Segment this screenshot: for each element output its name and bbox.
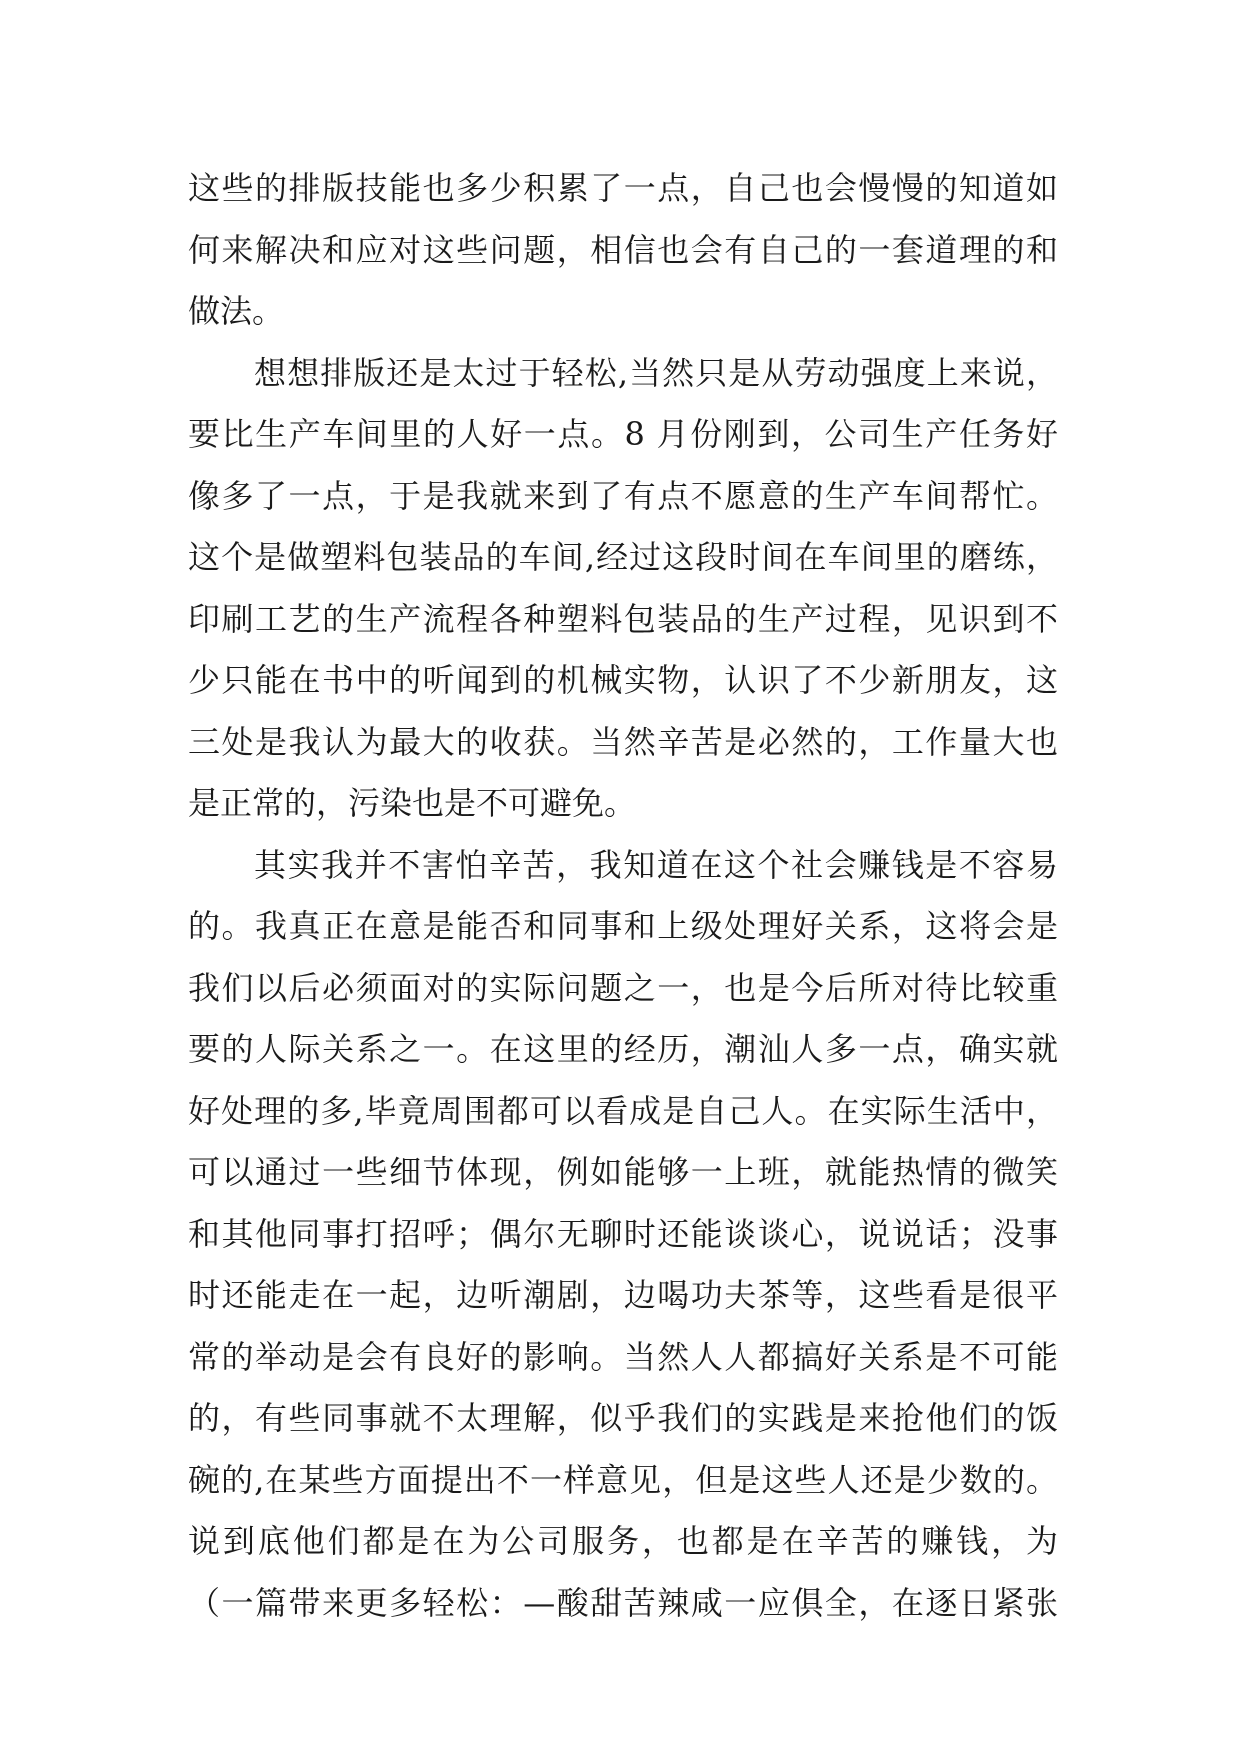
- text-line: 少只能在书中的听闻到的机械实物，认识了不少新朋友，这: [188, 661, 1058, 699]
- text-line: 常的举动是会有良好的影响。当然人人都搞好关系是不可能: [188, 1337, 1058, 1376]
- text-line: 时还能走在一起，边听潮剧，边喝功夫茶等，这些看是很平: [188, 1276, 1058, 1314]
- text-line: 想想排版还是太过于轻松,当然只是从劳动强度上来说，: [254, 353, 1058, 392]
- text-line: 像多了一点，于是我就来到了有点不愿意的生产车间帮忙。: [188, 476, 1058, 515]
- text-line: 要的人际关系之一。在这里的经历，潮汕人多一点，确实就: [188, 1030, 1058, 1068]
- text-line: 这个是做塑料包装品的车间,经过这段时间在车间里的磨练，: [188, 538, 1058, 576]
- text-line: 的。我真正在意是能否和同事和上级处理好关系，这将会是: [188, 907, 1058, 945]
- text-line: 我们以后必须面对的实际问题之一，也是今后所对待比较重: [188, 968, 1058, 1007]
- text-line: 好处理的多,毕竟周围都可以看成是自己人。在实际生活中，: [188, 1091, 1058, 1130]
- text-line: 是正常的，污染也是不可避免。: [188, 784, 637, 822]
- text-line: 其实我并不害怕辛苦，我知道在这个社会赚钱是不容易: [254, 845, 1058, 884]
- text-line: 何来解决和应对这些问题，相信也会有自己的一套道理的和: [188, 230, 1058, 269]
- text-line: 碗的,在某些方面提出不一样意见，但是这些人还是少数的。: [188, 1460, 1058, 1499]
- text-line: 要比生产车间里的人好一点。8 月份刚到，公司生产任务好: [188, 415, 1058, 453]
- text-line: 印刷工艺的生产流程各种塑料包装品的生产过程，见识到不: [188, 599, 1058, 638]
- text-line: 做法。: [188, 292, 285, 330]
- text-line: 三处是我认为最大的收获。当然辛苦是必然的，工作量大也: [188, 722, 1058, 761]
- body-text: [188, 158, 1058, 1634]
- text-line: 和其他同事打招呼；偶尔无聊时还能谈谈心，说说话；没事: [188, 1214, 1058, 1253]
- text-line: 可以通过一些细节体现，例如能够一上班，就能热情的微笑: [188, 1153, 1058, 1191]
- text-line: 说到底他们都是在为公司服务，也都是在辛苦的赚钱，为: [188, 1522, 1058, 1560]
- text-line: 这些的排版技能也多少积累了一点，自己也会慢慢的知道如: [188, 169, 1058, 207]
- text-line: 的，有些同事就不太理解，似乎我们的实践是来抢他们的饭: [188, 1399, 1058, 1437]
- text-line: （一篇带来更多轻松：—酸甜苦辣咸一应俱全，在逐日紧张: [188, 1583, 1058, 1622]
